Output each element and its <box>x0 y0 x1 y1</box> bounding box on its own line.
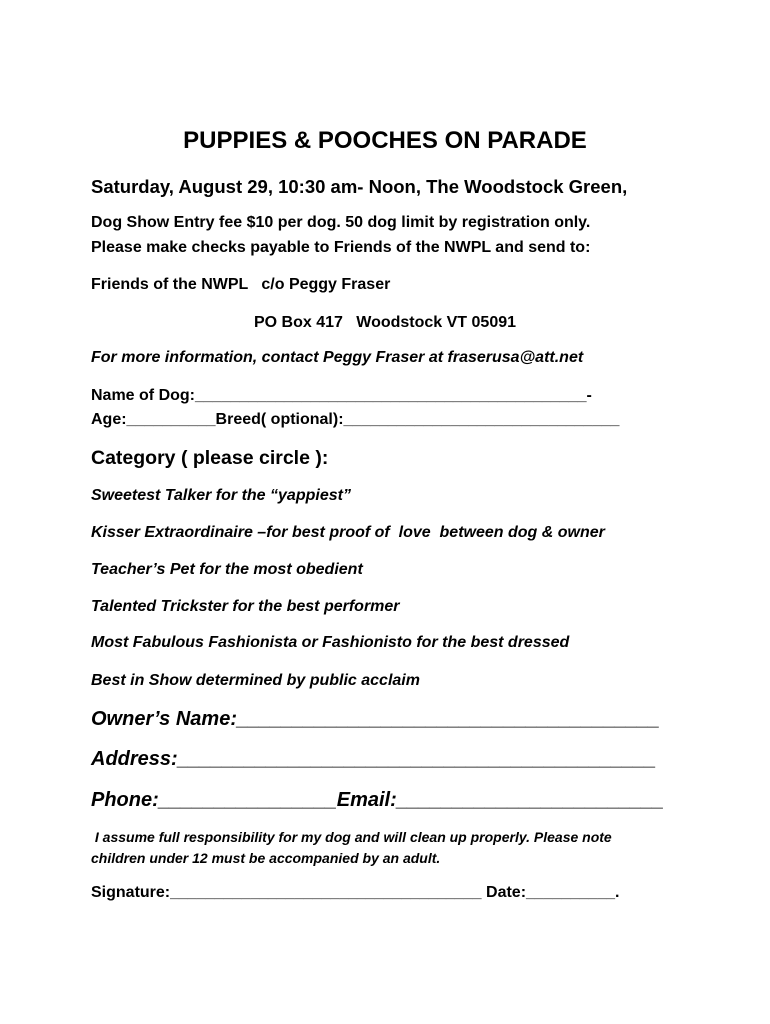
category-option[interactable]: Best in Show determined by public acclaim <box>91 672 420 689</box>
event-details: Saturday, August 29, 10:30 am- Noon, The Woodstock Green, <box>91 176 628 197</box>
mailing-address-name: Friends of the NWPL c/o Peggy Fraser <box>91 276 391 293</box>
mailing-address-po-box: PO Box 417 Woodstock VT 05091 <box>253 314 517 331</box>
page-title: PUPPIES & POOCHES ON PARADE <box>183 127 587 154</box>
phone-email-field[interactable]: Phone:________________Email:________________________ <box>91 789 664 811</box>
address-field[interactable]: Address:___________________________________________ <box>91 748 656 770</box>
owner-name-field[interactable]: Owner’s Name:______________________________________ <box>91 708 660 730</box>
category-heading: Category ( please circle ): <box>91 447 329 469</box>
disclaimer-line-1: I assume full responsibility for my dog and will clean up properly. Please note <box>91 829 612 845</box>
contact-info: For more information, contact Peggy Fraser at fraserusa@att.net <box>91 349 584 366</box>
category-option[interactable]: Sweetest Talker for the “yappiest” <box>91 487 351 504</box>
entry-fee-line: Dog Show Entry fee $10 per dog. 50 dog limit by registration only. <box>91 214 591 231</box>
category-option[interactable]: Kisser Extraordinaire –for best proof of love between dog & owner <box>91 524 605 541</box>
category-option[interactable]: Talented Trickster for the best performer <box>91 598 400 615</box>
category-option[interactable]: Teacher’s Pet for the most obedient <box>91 561 363 578</box>
dog-name-field[interactable]: Name of Dog:____________________________________________- <box>91 387 592 404</box>
disclaimer-line-2: children under 12 must be accompanied by an adult. <box>91 850 441 866</box>
signature-date-field[interactable]: Signature:___________________________________ Date:__________. <box>91 884 620 901</box>
category-option[interactable]: Most Fabulous Fashionista or Fashionisto for the best dressed <box>91 634 570 651</box>
age-breed-field[interactable]: Age:__________Breed( optional):_______________________________ <box>91 411 620 428</box>
payment-instructions: Please make checks payable to Friends of the NWPL and send to: <box>91 239 591 256</box>
